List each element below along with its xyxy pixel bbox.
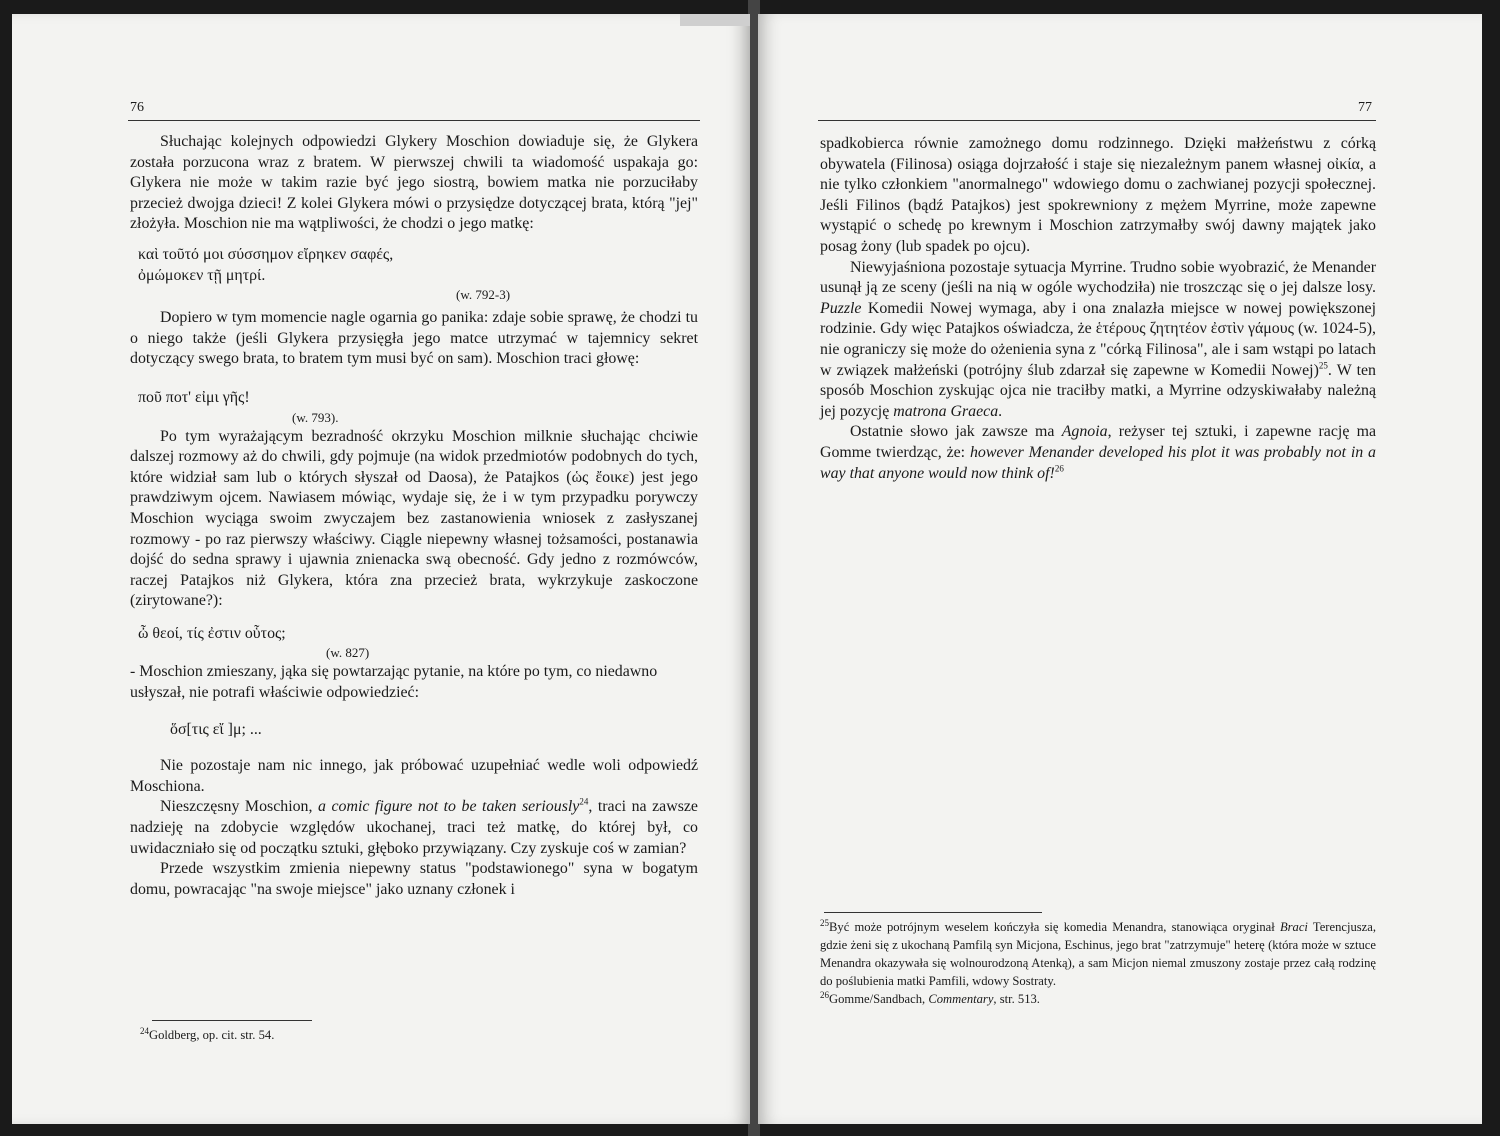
page-number-right: 77 [1358,100,1372,115]
greek-quote: ποῦ ποτ' εἰμι γῆς! [138,388,250,406]
left-page [12,14,750,1124]
footnote-rule-right [824,912,1042,913]
paragraph: Słuchając kolejnych odpowiedzi Glykery Moschion dowiaduje się, że Glykera została porzucona wraz z bratem. W pierwszej chwili ta wiadomość uspakaja go: Glykera nie może w takim razie być jego siostrą, bowiem matka nie porzuciłaby przecież dwojga dzieci! Z kolei Glykera mówi o przysiędze dotyczącej brata, którą "jej" złożyła. Moschion nie ma wątpliwości, że chodzi o jego matkę: [130,133,698,233]
footnotes-right [820,918,1376,1008]
footnote-ref: 25 [1318,360,1328,371]
paragraph: Ostatnie słowo jak zawsze ma Agnoia, reżyser tej sztuki, i zapewne rację ma Gomme twierdząc, że: however Menander developed his plot it was probably not in a way that anyone would now think of!$^{26}$ [820,423,1377,482]
page-number-left: 76 [130,100,144,115]
paragraph: Nie pozostaje nam nic innego, jak próbować uzupełniać wedle woli odpowiedź Moschiona. [130,757,698,795]
left-text-column [130,132,698,900]
footnote-rule-left [152,1020,312,1021]
footnote-26: $^{26}$Gomme/Sandbach, Commentary, str. 513. [820,989,1040,1006]
verse-citation: (w. 793). [292,409,339,425]
footnote-ref: 26 [1054,463,1064,474]
paragraph: spadkobierca równie zamożnego domu rodzinnego. Dzięki małżeństwu z córką obywatela (Filinosa) osiąga dojrzałość i staje się niezależnym panem własnej οἰκία, a nie tylko członkiem "anormalnego" wdowiego domu o zachwianej pozycji społecznej. Jeśli Filinos (bądź Patajkos) jest spokrewniony z mężem Myrrine, może zapewne wystąpić o schedę po krewnym i Moschion zatrzymałby swój dawny majątek jako posag żony (lub spadek po ojcu). [820,135,1376,255]
footnote-ref: 24 [579,797,589,808]
right-page [758,14,1482,1124]
verse-citation: (w. 827) [326,645,370,661]
greek-quote: ὦ θεοί, τίς ἐστιν οὗτος; [138,624,286,642]
paragraph: Dopiero w tym momencie nagle ogarnia go panika: zdaje sobie sprawę, że chodzi tu o niego także (jeśli Glykera przysięgła jego matce utrzymać w tajemnicy sekret dotyczący swego brata, to bratem tym musi być on sam). Moschion traci głowę: [130,309,698,368]
footnote-24: $^{24}$Goldberg, op. cit. str. 54. [140,1025,275,1042]
paragraph: Nieszczęsny Moschion, a comic figure not to be taken seriously$^{24}$, traci na zawsze nadzieję na zdobycie względów ukochanej, traci też matkę, do której był, co uwidaczniało się od początku sztuki, głęboko przywiązany. Czy zyskuje coś w zamian? [130,797,698,857]
page-fold-corner [680,14,750,26]
greek-quote: ὀμώμοκεν τῇ μητρί. [138,266,266,284]
footnote-25: $^{25}$Być może potrójnym weselem kończyła się komedia Menandra, stanowiąca oryginał Braci Terencjusza, gdzie żeni się z ukochaną Pamfilą syn Micjona, Eschinus, jego brat "zatrzymuje" heterę (która może w sztuce Menandra okazywała się wolnourodzoną Atenką), a sam Micjon niemal zmuszony zostaje przez całą rodzinę do poślubienia matki Pamfili, wdowy Sostraty. [820,917,1376,988]
header-rule-left [128,120,700,121]
greek-quote: καὶ τοῦτό μοι σύσσημον εἴρηκεν σαφές, [138,245,394,263]
greek-quote: ὅσ[τις εἴ ]μ; ... [170,720,262,738]
right-text-column [820,134,1376,484]
paragraph: Po tym wyrażającym bezradność okrzyku Moschion milknie słuchając chciwie dalszej rozmowy aż do chwili, gdy pojmuje (na widok przedmiotów podobnych do tych, które widział sam lub o których słyszał od Daosa), że Patajkos (ὡς ἔοικε) jest jego prawdziwym ojcem. Nawiasem mówiąc, wydaje się, że i w tym przypadku porywczy Moschion wyciąga swoim zwyczajem bez zastanowienia wniosek z zasłyszanej rozmowy - po raz pierwszy właściwy. Ciągle niepewny własnej tożsamości, postanawia dojść do sedna sprawy i ujawnia znienacka swą obecność. Gdy jedno z rozmówców, raczej Patajkos niż Glykera, która zna przecież brata, wykrzykuje zaskoczone (zirytowane?): [130,427,698,610]
header-rule-right [818,120,1376,121]
verse-citation: (w. 792-3) [456,287,511,303]
paragraph: Przede wszystkim zmienia niepewny status "podstawionego" syna w bogatym domu, powracając "na swoje miejsce" jako uznany członek i [130,860,698,898]
paragraph: Niewyjaśniona pozostaje sytuacja Myrrine. Trudno sobie wyobrazić, że Menander usunął ją ze sceny (jeśli na nią w ogóle wychodziła) nie troszcząc się o jej dalsze losy. Puzzle Komedii Nowej wymaga, aby i ona znalazła miejsce w nowej powiększonej rodzinie. Gdy więc Patajkos oświadcza, że ἑτέρους ζητητέον ἐστὶν γάμους (w. 1024-5), nie ograniczy się może do ożenienia syna z "córką Filinosa", ale i sam wstąpi po latach w związek małżeński (potrójny ślub zdarzał się zapewne w Komedii Nowej)$^{25}$. W ten sposób Moschion zyskując ojca nie traciłby matki, a Myrrine odzyskiwałaby należną jej pozycję matrona Graeca. [820,258,1377,420]
paragraph: - Moschion zmieszany, jąka się powtarzając pytanie, na które po tym, co niedawno usłyszał, nie potrafi właściwie odpowiedzieć: [130,663,658,702]
